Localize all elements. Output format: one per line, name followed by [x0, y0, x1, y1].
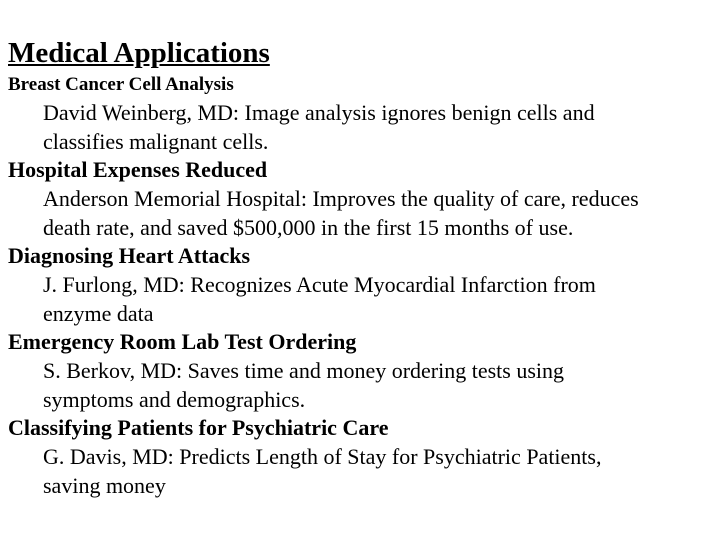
text-line: S. Berkov, MD: Saves time and money ordering tests using	[43, 358, 565, 383]
text-line: J. Furlong, MD: Recognizes Acute Myocardial Infarction from	[43, 272, 596, 297]
text-line: symptoms and demographics.	[43, 387, 306, 412]
text-line: G. Davis, MD: Predicts Length of Stay for Psychiatric Patients,	[43, 444, 602, 469]
section-text-psychiatric-care	[8, 442, 703, 500]
slide-content	[8, 34, 712, 500]
text-line: enzyme data	[43, 301, 154, 326]
section-heading-emergency-room: Emergency Room Lab Test Ordering	[8, 329, 357, 354]
page-title: Medical Applications	[8, 37, 270, 69]
text-line: saving money	[43, 473, 166, 498]
text-line: death rate, and saved $500,000 in the first 15 months of use.	[43, 215, 574, 240]
text-line: David Weinberg, MD: Image analysis ignores benign cells and	[43, 100, 595, 125]
text-line: classifies malignant cells.	[43, 129, 269, 154]
section-heading-psychiatric-care: Classifying Patients for Psychiatric Care	[8, 415, 389, 440]
section-text-hospital-expenses	[8, 184, 703, 242]
section-text-emergency-room	[8, 356, 703, 414]
section-text-breast-cancer	[8, 98, 703, 156]
section-heading-hospital-expenses: Hospital Expenses Reduced	[8, 157, 268, 182]
text-line: Anderson Memorial Hospital: Improves the quality of care, reduces	[43, 186, 639, 211]
section-text-heart-attacks	[8, 270, 703, 328]
section-heading-heart-attacks: Diagnosing Heart Attacks	[8, 243, 250, 268]
section-heading-breast-cancer: Breast Cancer Cell Analysis	[8, 74, 234, 95]
